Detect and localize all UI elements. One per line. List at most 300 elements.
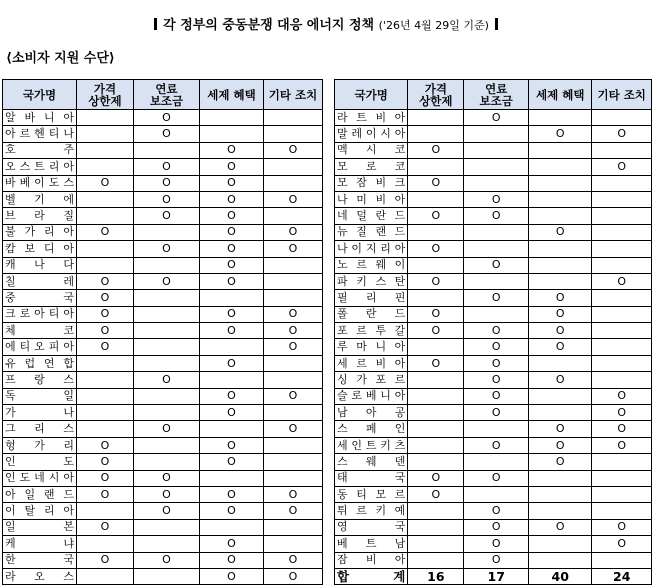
country-name: 나 이 지 리 아	[337, 241, 406, 255]
table-row	[335, 486, 652, 502]
policy-mark-cell: O	[200, 323, 264, 339]
country-name-cell	[335, 306, 408, 322]
policy-mark-cell	[264, 536, 323, 552]
table-row	[335, 241, 652, 257]
policy-mark-cell: O	[200, 568, 264, 584]
policy-mark-cell: O	[77, 486, 134, 502]
policy-mark-cell: O	[264, 503, 323, 519]
policy-mark-cell	[408, 191, 464, 207]
country-name: 뉴 질 랜 드	[337, 225, 406, 239]
policy-mark-cell: O	[134, 241, 200, 257]
section-subtitle: ⟨소비자 지원 수단⟩	[6, 51, 115, 66]
country-name-cell	[335, 159, 408, 175]
policy-mark-cell	[77, 126, 134, 142]
table-row	[335, 503, 652, 519]
country-name-cell	[3, 323, 77, 339]
policy-mark-cell	[529, 208, 592, 224]
policy-mark-cell: O	[264, 339, 323, 355]
policy-mark-cell: O	[264, 568, 323, 584]
country-name: 호 주	[5, 143, 74, 157]
country-name: 잠 비 아	[337, 553, 406, 567]
policy-mark-cell	[529, 486, 592, 502]
policy-mark-cell: O	[264, 224, 323, 240]
policy-mark-cell: O	[77, 290, 134, 306]
country-name-cell	[3, 486, 77, 502]
table-row	[3, 290, 323, 306]
country-name: 가 나	[5, 405, 74, 419]
policy-mark-cell: O	[464, 519, 529, 535]
policy-mark-cell	[408, 159, 464, 175]
country-name: 멕 시 코	[337, 143, 406, 157]
header-fuel-subsidy-line1: 연료	[485, 81, 508, 96]
policy-mark-cell	[529, 241, 592, 257]
policy-mark-cell: O	[77, 552, 134, 568]
country-name: 에 티 오 피 아	[5, 340, 74, 354]
country-name: 그 리 스	[5, 422, 74, 436]
policy-mark-cell	[264, 257, 323, 273]
table-row	[3, 191, 323, 207]
policy-mark-cell: O	[592, 273, 652, 289]
country-name: 파 키 스 탄	[337, 274, 406, 288]
policy-mark-cell	[77, 142, 134, 158]
policy-mark-cell: O	[464, 323, 529, 339]
table-row	[335, 290, 652, 306]
table-row	[335, 388, 652, 404]
policy-mark-cell	[464, 159, 529, 175]
policy-mark-cell	[529, 273, 592, 289]
policy-mark-cell	[408, 388, 464, 404]
country-name: 스 웨 덴	[337, 454, 406, 468]
country-name: 아 르 헨 티 나	[5, 127, 74, 141]
country-name-cell	[3, 290, 77, 306]
table-row	[3, 208, 323, 224]
policy-mark-cell: O	[264, 306, 323, 322]
country-name: 캄 보 디 아	[5, 241, 74, 255]
country-name: 스 페 인	[337, 422, 406, 436]
country-name-cell	[335, 437, 408, 453]
total-label: 합 계	[337, 568, 406, 584]
policy-mark-cell: O	[529, 290, 592, 306]
country-name: 캐 나 다	[5, 258, 74, 272]
policy-mark-cell: O	[529, 339, 592, 355]
country-name: 포 르 투 갈	[337, 323, 406, 337]
country-name: 남 아 공	[337, 405, 406, 419]
country-name-cell	[3, 405, 77, 421]
table-row	[335, 339, 652, 355]
country-name-cell	[3, 257, 77, 273]
policy-mark-cell: O	[529, 323, 592, 339]
policy-mark-cell: O	[264, 421, 323, 437]
policy-mark-cell	[134, 306, 200, 322]
policy-mark-cell	[77, 159, 134, 175]
table-row	[3, 536, 323, 552]
policy-mark-cell: O	[200, 224, 264, 240]
policy-mark-cell: O	[529, 306, 592, 322]
policy-mark-cell: O	[77, 519, 134, 535]
country-name: 헝 가 리	[5, 438, 74, 452]
policy-mark-cell	[464, 421, 529, 437]
header-fuel-subsidy	[134, 80, 200, 110]
policy-mark-cell: O	[134, 126, 200, 142]
header-fuel-subsidy-line2: 보조금	[479, 93, 513, 108]
header-other-measures: 기타 조치	[592, 80, 652, 110]
policy-mark-cell: O	[464, 372, 529, 388]
country-name-cell	[3, 536, 77, 552]
country-name: 오 스 트 리 아	[5, 159, 74, 173]
policy-mark-cell	[77, 536, 134, 552]
table-row	[335, 110, 652, 126]
policy-mark-cell: O	[592, 405, 652, 421]
policy-mark-cell: O	[77, 454, 134, 470]
policy-mark-cell: O	[200, 454, 264, 470]
page-title	[0, 14, 652, 33]
policy-mark-cell	[592, 323, 652, 339]
policy-mark-cell	[264, 405, 323, 421]
policy-mark-cell: O	[464, 470, 529, 486]
country-name-cell	[335, 536, 408, 552]
policy-mark-cell	[529, 503, 592, 519]
policy-mark-cell	[264, 126, 323, 142]
policy-mark-cell	[529, 536, 592, 552]
country-name: 싱 가 포 르	[337, 372, 406, 386]
policy-mark-cell	[264, 519, 323, 535]
country-name-cell	[335, 486, 408, 502]
policy-mark-cell	[529, 552, 592, 568]
table-row	[3, 306, 323, 322]
table-row	[335, 175, 652, 191]
table-row	[3, 437, 323, 453]
policy-mark-cell: O	[134, 273, 200, 289]
country-name-cell	[335, 405, 408, 421]
policy-mark-cell: O	[264, 142, 323, 158]
policy-mark-cell: O	[264, 323, 323, 339]
country-name-cell	[3, 306, 77, 322]
policy-mark-cell: O	[464, 437, 529, 453]
policy-mark-cell	[264, 372, 323, 388]
country-name-cell	[3, 355, 77, 371]
country-name: 체 코	[5, 323, 74, 337]
table-row	[3, 568, 323, 584]
country-name-cell	[335, 372, 408, 388]
country-name: 유 럽 연 합	[5, 356, 74, 370]
country-name-cell	[3, 421, 77, 437]
country-name: 태 국	[337, 471, 406, 485]
table-row	[335, 372, 652, 388]
policy-mark-cell	[592, 486, 652, 502]
policy-mark-cell: O	[200, 503, 264, 519]
table-row	[3, 142, 323, 158]
policy-mark-cell: O	[529, 224, 592, 240]
header-price-cap-line1: 가격	[424, 81, 447, 96]
table-row	[335, 454, 652, 470]
policy-mark-cell	[264, 454, 323, 470]
policy-mark-cell	[134, 536, 200, 552]
header-tax-benefit: 세제 혜택	[200, 80, 264, 110]
country-name: 아 일 랜 드	[5, 487, 74, 501]
policy-mark-cell: O	[408, 470, 464, 486]
policy-mark-cell	[529, 191, 592, 207]
policy-mark-cell	[200, 110, 264, 126]
table-row	[3, 241, 323, 257]
header-country: 국가명	[335, 80, 408, 110]
country-name: 불 가 리 아	[5, 225, 74, 239]
country-name: 독 일	[5, 389, 74, 403]
table-row	[335, 470, 652, 486]
table-row	[3, 110, 323, 126]
country-name: 브 라 질	[5, 209, 74, 223]
policy-mark-cell	[200, 372, 264, 388]
country-name: 네 덜 란 드	[337, 209, 406, 223]
policy-mark-cell	[264, 355, 323, 371]
country-name: 말 레 이 시 아	[337, 127, 406, 141]
policy-mark-cell: O	[264, 241, 323, 257]
country-name-cell	[335, 290, 408, 306]
country-name: 이 탈 리 아	[5, 504, 74, 518]
policy-mark-cell	[529, 405, 592, 421]
table-row	[3, 323, 323, 339]
policy-mark-cell: O	[592, 536, 652, 552]
policy-mark-cell: O	[77, 470, 134, 486]
country-name: 칠 레	[5, 274, 74, 288]
total-value-cell: 40	[529, 568, 592, 584]
policy-mark-cell	[592, 306, 652, 322]
policy-mark-cell: O	[464, 388, 529, 404]
policy-mark-cell	[134, 519, 200, 535]
policy-mark-cell	[264, 208, 323, 224]
policy-mark-cell	[77, 241, 134, 257]
title-bar-right	[495, 18, 498, 30]
policy-mark-cell	[200, 519, 264, 535]
policy-mark-cell: O	[200, 175, 264, 191]
country-name-cell	[3, 126, 77, 142]
table-row	[335, 536, 652, 552]
policy-mark-cell	[592, 257, 652, 273]
table-row	[335, 323, 652, 339]
policy-mark-cell	[529, 257, 592, 273]
country-name: 일 본	[5, 520, 74, 534]
country-name: 폴 란 드	[337, 307, 406, 321]
policy-mark-cell: O	[408, 142, 464, 158]
policy-mark-cell: O	[408, 208, 464, 224]
policy-mark-cell: O	[134, 503, 200, 519]
policy-mark-cell: O	[529, 372, 592, 388]
country-name-cell	[3, 519, 77, 535]
policy-mark-cell	[134, 257, 200, 273]
policy-mark-cell	[592, 142, 652, 158]
policy-mark-cell	[408, 454, 464, 470]
policy-mark-cell: O	[200, 273, 264, 289]
policy-mark-cell: O	[200, 405, 264, 421]
total-value-cell: 16	[408, 568, 464, 584]
policy-table-left	[2, 79, 323, 585]
policy-mark-cell: O	[529, 437, 592, 453]
policy-mark-cell	[464, 273, 529, 289]
country-name-cell	[335, 224, 408, 240]
policy-mark-cell: O	[408, 175, 464, 191]
policy-mark-cell	[408, 372, 464, 388]
policy-mark-cell	[264, 175, 323, 191]
policy-mark-cell	[592, 175, 652, 191]
policy-mark-cell	[134, 437, 200, 453]
policy-mark-cell	[592, 470, 652, 486]
country-name: 인 도	[5, 454, 74, 468]
country-name-cell	[3, 503, 77, 519]
policy-mark-cell: O	[408, 241, 464, 257]
country-name: 인 도 네 시 아	[5, 471, 74, 485]
policy-mark-cell	[408, 405, 464, 421]
policy-mark-cell	[264, 159, 323, 175]
policy-mark-cell	[529, 355, 592, 371]
country-name-cell	[3, 241, 77, 257]
policy-mark-cell	[464, 142, 529, 158]
policy-mark-cell	[134, 355, 200, 371]
country-name: 라 트 비 아	[337, 110, 406, 124]
country-name-cell	[335, 454, 408, 470]
table-row	[335, 191, 652, 207]
country-name-cell	[335, 175, 408, 191]
policy-mark-cell	[529, 110, 592, 126]
country-name: 나 미 비 아	[337, 192, 406, 206]
policy-mark-cell: O	[408, 486, 464, 502]
policy-mark-cell: O	[529, 454, 592, 470]
policy-mark-cell: O	[134, 421, 200, 437]
country-name-cell	[335, 339, 408, 355]
country-name-cell	[3, 437, 77, 453]
country-name: 세 인 트 키 츠	[337, 438, 406, 452]
table-row	[335, 142, 652, 158]
policy-mark-cell	[77, 388, 134, 404]
policy-mark-cell	[77, 208, 134, 224]
policy-mark-cell	[264, 437, 323, 453]
table-row	[3, 175, 323, 191]
policy-mark-cell	[408, 290, 464, 306]
policy-mark-cell	[264, 290, 323, 306]
policy-mark-cell: O	[408, 323, 464, 339]
country-name: 루 마 니 아	[337, 340, 406, 354]
country-name-cell	[3, 372, 77, 388]
policy-mark-cell: O	[264, 486, 323, 502]
policy-mark-cell: O	[264, 191, 323, 207]
header-fuel-subsidy-line1: 연료	[155, 81, 178, 96]
country-name-cell	[335, 552, 408, 568]
policy-mark-cell: O	[134, 486, 200, 502]
country-name: 바 베 이 도 스	[5, 176, 74, 190]
policy-mark-cell: O	[264, 388, 323, 404]
policy-mark-cell	[529, 159, 592, 175]
policy-mark-cell	[464, 126, 529, 142]
header-country: 국가명	[3, 80, 77, 110]
country-name: 프 랑 스	[5, 372, 74, 386]
total-row	[335, 568, 652, 584]
policy-mark-cell	[408, 110, 464, 126]
policy-mark-cell	[408, 437, 464, 453]
policy-mark-cell: O	[464, 339, 529, 355]
policy-mark-cell	[464, 224, 529, 240]
policy-mark-cell	[200, 339, 264, 355]
header-fuel-subsidy-line2: 보조금	[149, 93, 184, 108]
policy-mark-cell: O	[408, 273, 464, 289]
policy-mark-cell: O	[464, 257, 529, 273]
table-row	[335, 519, 652, 535]
table-row	[335, 306, 652, 322]
policy-mark-cell	[134, 323, 200, 339]
policy-mark-cell: O	[464, 503, 529, 519]
country-name-cell	[335, 142, 408, 158]
policy-mark-cell: O	[77, 339, 134, 355]
table-row	[3, 421, 323, 437]
total-value-cell: 17	[464, 568, 529, 584]
policy-mark-cell: O	[134, 372, 200, 388]
country-name-cell	[335, 241, 408, 257]
policy-mark-cell	[134, 568, 200, 584]
table-row	[335, 355, 652, 371]
policy-mark-cell	[77, 503, 134, 519]
country-name-cell	[3, 454, 77, 470]
policy-mark-cell: O	[77, 224, 134, 240]
policy-mark-cell: O	[200, 552, 264, 568]
policy-mark-cell	[464, 306, 529, 322]
country-name-cell	[3, 110, 77, 126]
policy-mark-cell: O	[200, 388, 264, 404]
policy-mark-cell: O	[408, 306, 464, 322]
title-text: 각 정부의 중동분쟁 대응 에너지 정책	[163, 18, 375, 33]
policy-mark-cell: O	[592, 159, 652, 175]
total-label-cell	[335, 568, 408, 584]
policy-mark-cell	[464, 241, 529, 257]
country-name-cell	[335, 126, 408, 142]
table-row	[335, 437, 652, 453]
country-name-cell	[3, 175, 77, 191]
header-price-cap-line2: 상한제	[88, 93, 122, 108]
policy-mark-cell: O	[200, 208, 264, 224]
table-row	[3, 519, 323, 535]
header-price-cap-line2: 상한제	[419, 93, 453, 108]
policy-mark-cell	[592, 290, 652, 306]
table-row	[3, 339, 323, 355]
policy-mark-cell	[77, 421, 134, 437]
country-name: 모 로 코	[337, 159, 406, 173]
country-name-cell	[335, 208, 408, 224]
country-name: 노 르 웨 이	[337, 258, 406, 272]
title-bar-left	[154, 18, 157, 30]
country-name-cell	[3, 568, 77, 584]
table-row	[3, 454, 323, 470]
table-row	[3, 355, 323, 371]
country-name-cell	[335, 110, 408, 126]
policy-mark-cell: O	[592, 421, 652, 437]
policy-mark-cell	[592, 191, 652, 207]
policy-mark-cell: O	[200, 159, 264, 175]
policy-mark-cell	[77, 257, 134, 273]
country-name: 세 르 비 아	[337, 356, 406, 370]
policy-mark-cell: O	[200, 536, 264, 552]
table-row	[3, 470, 323, 486]
policy-mark-cell: O	[529, 519, 592, 535]
policy-mark-cell: O	[134, 208, 200, 224]
country-name-cell	[3, 191, 77, 207]
policy-mark-cell	[134, 388, 200, 404]
header-price-cap-line1: 가격	[93, 81, 117, 96]
country-name-cell	[335, 323, 408, 339]
country-name-cell	[3, 159, 77, 175]
country-name-cell	[3, 552, 77, 568]
country-name-cell	[335, 191, 408, 207]
policy-mark-cell	[592, 241, 652, 257]
country-name: 영 국	[337, 520, 406, 534]
country-name: 슬 로 베 니 아	[337, 389, 406, 403]
table-row	[335, 257, 652, 273]
policy-mark-cell	[134, 405, 200, 421]
